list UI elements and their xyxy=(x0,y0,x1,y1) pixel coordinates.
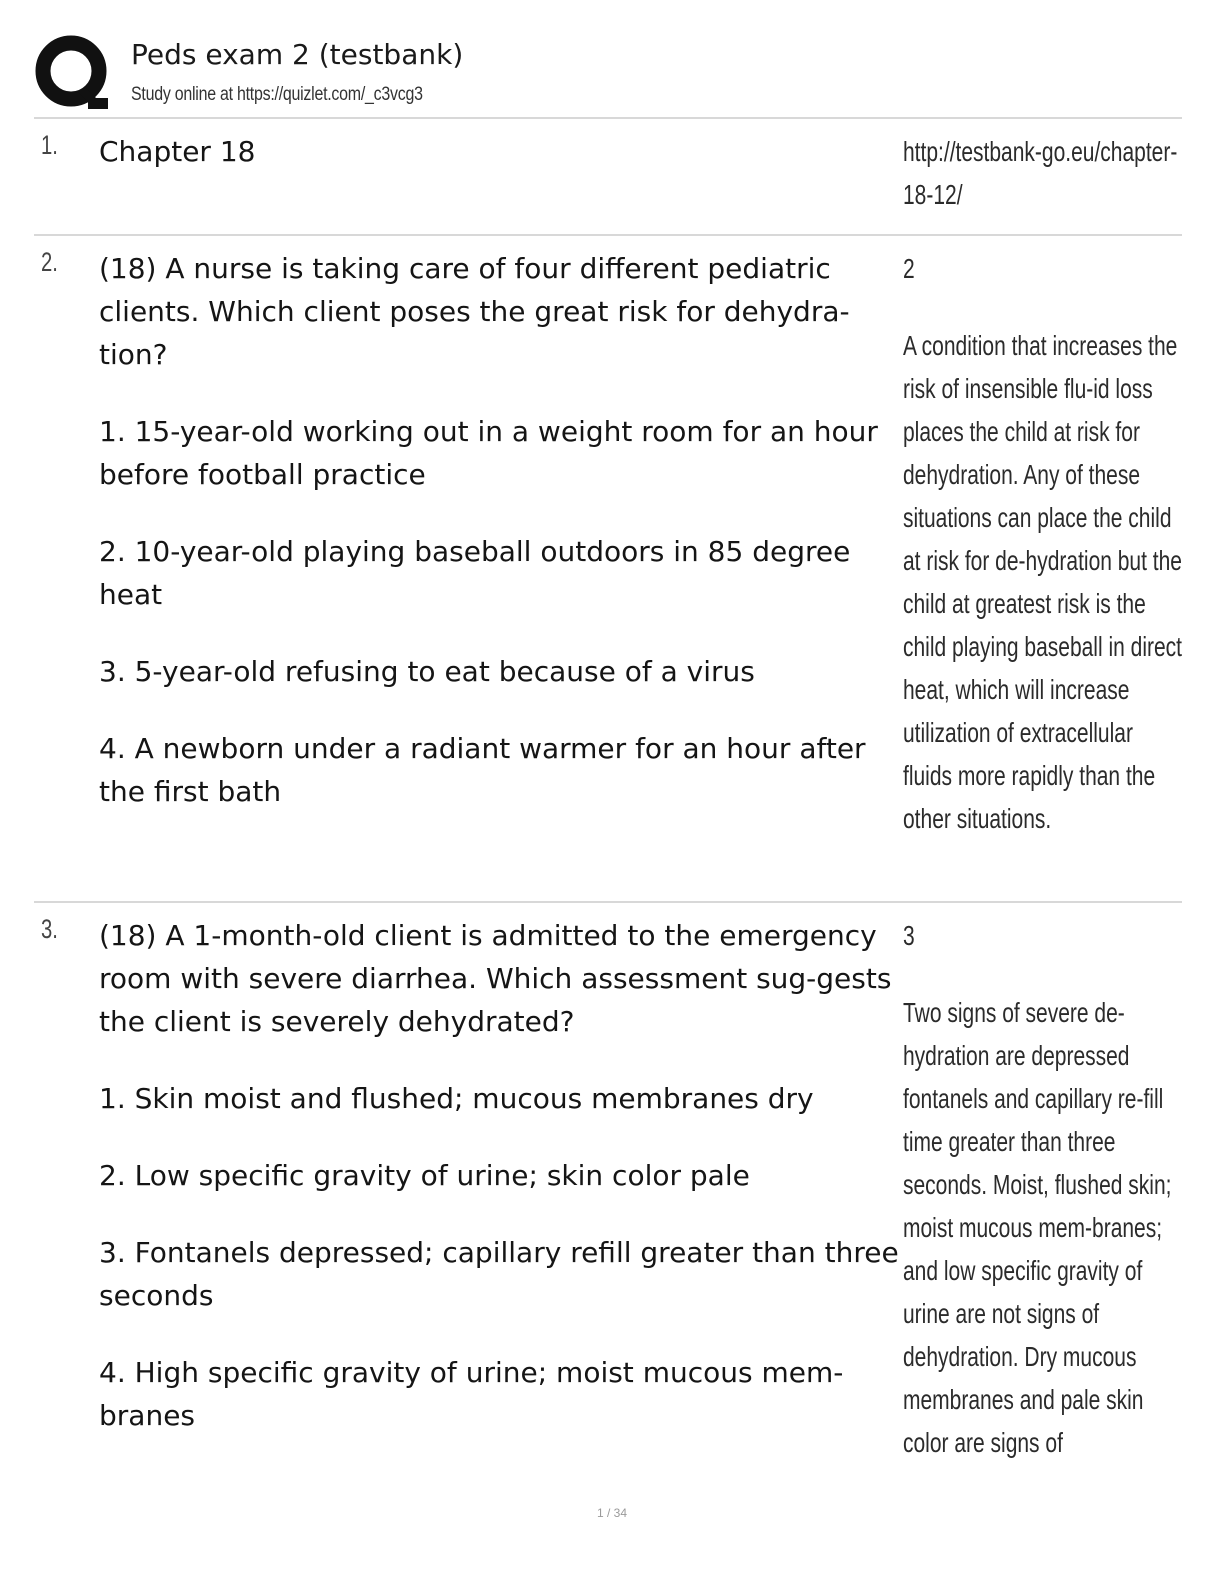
answer-rationale: A condition that increases the risk of insensible flu-id loss places the child at risk for dehydration. Any of these situations can place the child at risk for de-hydration but the child at greatest risk is the child playing baseball in direct heat, which will increase utilization of extracellular fluids more rapidly than the other situations. xyxy=(903,330,1182,834)
answer-rationale: Two signs of severe de-hydration are depressed fontanels and capillary re-fill time greater than three seconds. Moist, flushed skin; moist mucous mem-branes; and low specific gravity of urine are not signs of dehydration. Dry mucous membranes and pale skin color are signs of xyxy=(903,997,1172,1458)
card-question xyxy=(99,914,899,1471)
card-answer xyxy=(903,247,1182,840)
card-number: 2. xyxy=(41,247,58,277)
divider xyxy=(34,234,1182,236)
study-online-link[interactable]: Study online at https://quizlet.com/_c3vcg3 xyxy=(131,84,423,105)
divider xyxy=(34,117,1182,119)
quizlet-q-logo-icon xyxy=(34,34,112,112)
card-term xyxy=(99,130,899,207)
option-4: 4. High specific gravity of urine; moist mucous mem-branes xyxy=(99,1356,844,1432)
page-number: 1 / 34 xyxy=(596,1506,628,1520)
term-text: Chapter 18 xyxy=(99,135,256,168)
card-question xyxy=(99,247,899,847)
divider xyxy=(34,901,1182,903)
answer-key: 2 xyxy=(903,253,915,284)
option-3: 3. 5-year-old refusing to eat because of a virus xyxy=(99,655,755,688)
option-1: 1. 15-year-old working out in a weight room for an hour before football practice xyxy=(99,415,878,491)
question-text: (18) A 1-month-old client is admitted to the emergency room with severe diarrhea. Which assessment sug-gests the client is severely dehydrated? xyxy=(99,919,892,1038)
option-4: 4. A newborn under a radiant warmer for an hour after the first bath xyxy=(99,732,866,808)
answer-key: 3 xyxy=(903,920,915,951)
set-title: Peds exam 2 (testbank) xyxy=(131,38,464,71)
card-answer xyxy=(903,914,1182,1464)
card-number: 1. xyxy=(41,130,58,160)
question-text: (18) A nurse is taking care of four different pediatric clients. Which client poses the great risk for dehydra-tion? xyxy=(99,252,850,371)
option-2: 2. Low specific gravity of urine; skin color pale xyxy=(99,1159,750,1192)
option-2: 2. 10-year-old playing baseball outdoors in 85 degree heat xyxy=(99,535,851,611)
card-number: 3. xyxy=(41,914,58,944)
option-1: 1. Skin moist and flushed; mucous membranes dry xyxy=(99,1082,814,1115)
option-3: 3. Fontanels depressed; capillary refill greater than three seconds xyxy=(99,1236,899,1312)
card-answer-link[interactable]: http://testbank-go.eu/chapter-18-12/ xyxy=(903,136,1178,210)
page-header xyxy=(34,34,1184,118)
